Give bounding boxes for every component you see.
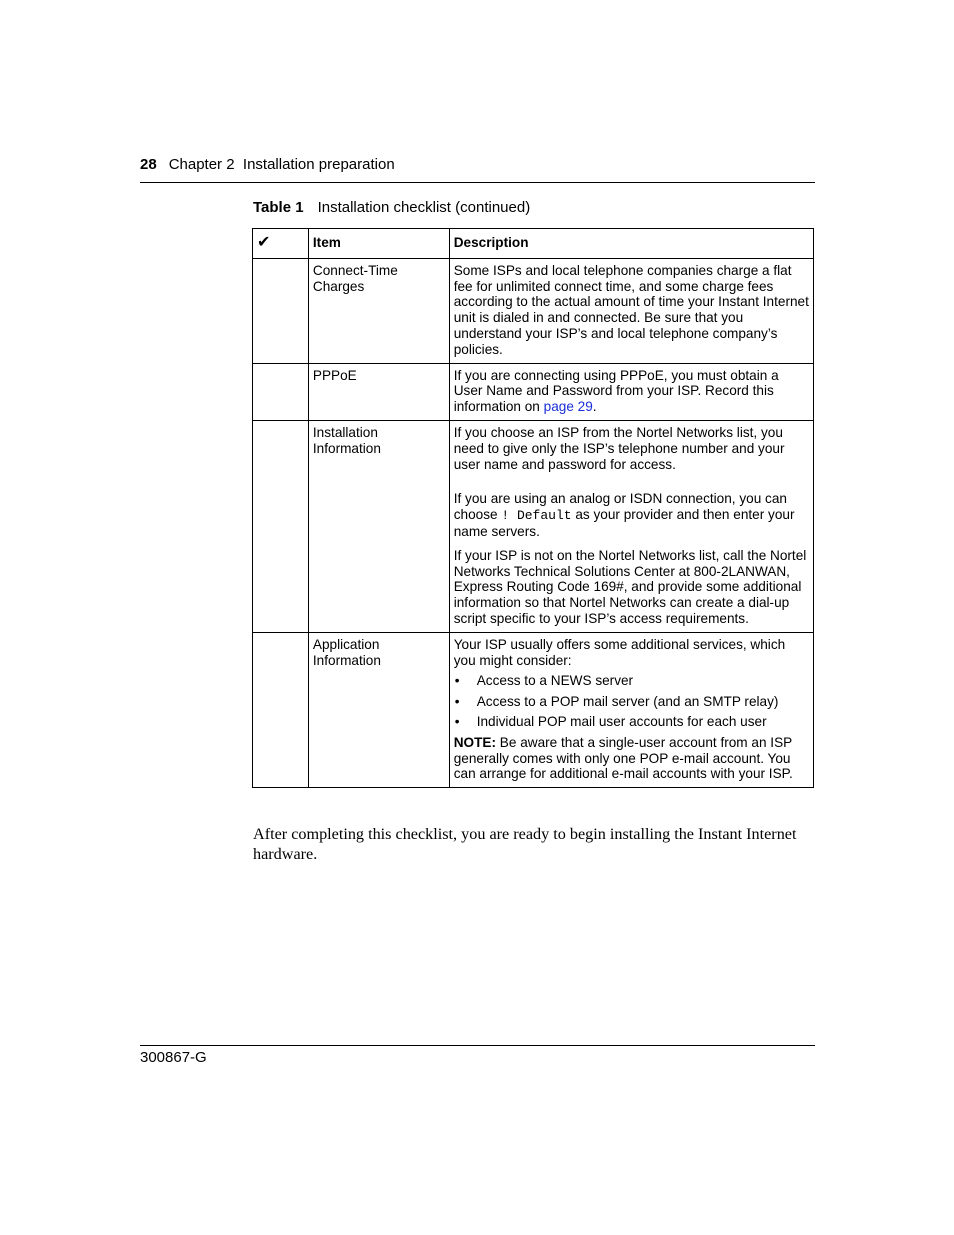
running-title: Chapter 2 Installation preparation — [168, 156, 395, 173]
default-provider-code: ! Default — [501, 508, 572, 524]
installation-checklist-table — [252, 228, 814, 788]
running-header — [140, 156, 815, 183]
description-paragraph: If your ISP is not on the Nortel Networks list, call the Nortel Networks Technical Solutions Center at 800-2LANWAN, Express Routing Code 169#, and provide some additional information so that Nortel Networks can create a dial-up script specific to your ISP’s access requirements. — [453, 547, 807, 626]
page-footer — [140, 1045, 815, 1066]
description-paragraph: Some ISPs and local telephone companies charge a flat fee for unlimited connect time, and some charge fees according to the actual amount of time your Instant Internet unit is dialed in and connected. Be sure that you understand your ISP’s and local telephone company’s policies. — [453, 262, 809, 357]
table-row — [253, 632, 814, 787]
list-item-text: Access to a POP mail server (and an SMTP relay) — [476, 693, 779, 709]
table-label: Table 1 — [253, 199, 304, 216]
page-29-link[interactable]: page 29 — [543, 399, 593, 415]
item-cell: Application Information — [308, 632, 449, 787]
table-caption — [253, 199, 530, 216]
item-cell: Connect-Time Charges — [308, 258, 449, 363]
note-label: NOTE: — [453, 734, 497, 750]
checkbox-cell — [253, 420, 309, 632]
bullet-icon: • — [454, 693, 460, 709]
description-paragraph: If you choose an ISP from the Nortel Networks list, you need to give only the ISP’s telephone number and your user name and password for access. — [453, 424, 785, 472]
note-text: Be aware that a single-user account from an ISP generally comes with only one POP e-mail account. You can arrange for additional e-mail accounts with your ISP. — [453, 734, 793, 782]
bullet-icon: • — [454, 713, 460, 729]
table-row — [253, 420, 814, 632]
checkbox-cell — [253, 363, 309, 420]
description-text: If you are using an analog or ISDN connection, you can choose — [453, 491, 787, 523]
description-cell — [449, 420, 813, 632]
note-paragraph — [454, 735, 809, 782]
checkbox-cell — [253, 258, 309, 363]
table-header-row — [253, 229, 814, 259]
list-item-text: Access to a NEWS server — [476, 673, 634, 689]
document-number: 300867-G — [140, 1049, 207, 1066]
description-column-header: Description — [449, 229, 813, 259]
table-row — [253, 363, 814, 420]
item-column-header: Item — [308, 229, 449, 259]
item-cell: PPPoE — [308, 363, 449, 420]
checkbox-cell — [253, 632, 309, 787]
list-item — [454, 694, 809, 710]
body-paragraph: After completing this checklist, you are ready to begin installing the Instant Internet hardware. — [253, 825, 797, 863]
description-text: . — [592, 399, 597, 415]
description-text: If you are connecting using PPPoE, you must obtain a User Name and Password from your ISP. Record this information on — [453, 367, 779, 415]
services-list — [454, 673, 809, 729]
description-cell — [449, 258, 813, 363]
description-text: as your provider and then enter your name servers. — [453, 507, 795, 539]
description-paragraph — [454, 491, 809, 539]
table-row — [253, 258, 814, 363]
description-paragraph — [454, 368, 809, 415]
description-paragraph: Your ISP usually offers some additional services, which you might consider: — [453, 636, 786, 668]
list-item-text: Individual POP mail user accounts for each user — [476, 713, 767, 729]
description-cell — [449, 632, 813, 787]
bullet-icon: • — [454, 673, 460, 689]
table-title: Installation checklist (continued) — [317, 199, 531, 216]
list-item — [454, 714, 809, 730]
page-number: 28 — [140, 156, 157, 173]
description-cell — [449, 363, 813, 420]
list-item — [454, 673, 809, 689]
item-cell: Installation Information — [308, 420, 449, 632]
checkmark-column-header: ✔ — [253, 229, 309, 259]
